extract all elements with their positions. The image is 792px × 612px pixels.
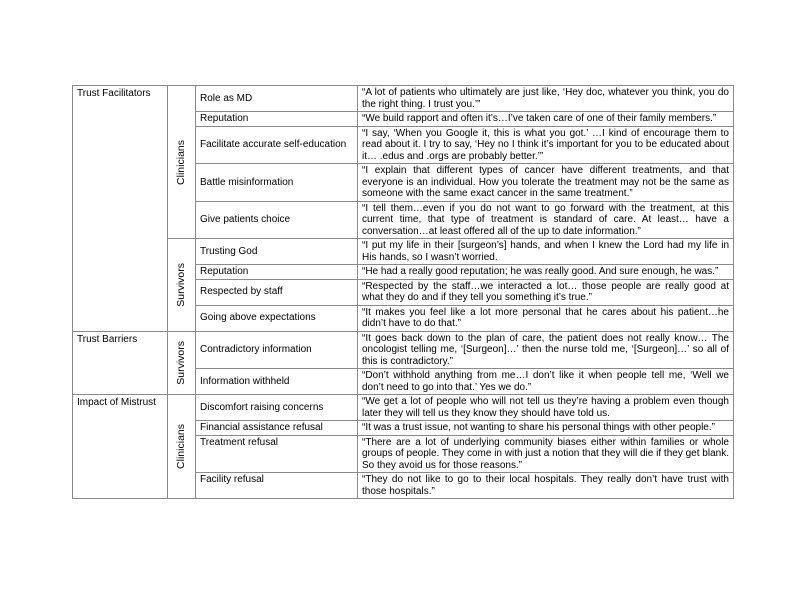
quote-cell: “I put my life in their [surgeon’s] hands, and when I knew the Lord had my life in His hands, so I wasn’t worried. [358, 239, 734, 265]
audience-label: Survivors [174, 340, 187, 385]
quote-cell: “I explain that different types of cancer have different treatments, and that everyone is an individual. How you tolerate the treatment may not be the same as someone with the same exact cancer in the same treatment.” [358, 164, 734, 202]
category-label: Impact of Mistrust [77, 397, 156, 408]
theme-cell: Treatment refusal [196, 435, 358, 473]
quote-cell: “There are a lot of underlying community biases either within families or whole groups of people. They come in with just a notion that they will die if they get blank. So they avoid us for those reasons.” [358, 435, 734, 473]
theme-cell: Facility refusal [196, 473, 358, 499]
table-row [73, 395, 734, 421]
theme-cell: Trusting God [196, 239, 358, 265]
audience-cell [168, 395, 196, 499]
theme-cell: Financial assistance refusal [196, 421, 358, 436]
theme-cell: Reputation [196, 112, 358, 127]
quote-cell: “It makes you feel like a lot more personal that he cares about his patient…he didn’t have to do that.” [358, 305, 734, 331]
theme-cell: Discomfort raising concerns [196, 395, 358, 421]
category-cell [73, 86, 168, 332]
quote-cell: “Respected by the staff…we interacted a lot… those people are really good at what they do and if they tell you something it’s true.” [358, 279, 734, 305]
theme-cell: Reputation [196, 265, 358, 280]
category-cell [73, 331, 168, 395]
category-label: Trust Barriers [77, 333, 138, 345]
theme-cell: Role as MD [196, 86, 358, 112]
theme-cell: Contradictory information [196, 331, 358, 369]
audience-label: Clinicians [174, 424, 187, 469]
quote-cell: “I tell them…even if you do not want to go forward with the treatment, at this current time, that type of treatment is standard of care. At least… have a conversation…at least offered all of the up to date information.” [358, 201, 734, 239]
category-label: Trust Facilitators [77, 88, 151, 99]
audience-label: Survivors [174, 262, 187, 307]
quote-cell: “We build rapport and often it’s…I’ve taken care of one of their family members.” [358, 112, 734, 127]
theme-cell: Information withheld [196, 369, 358, 395]
quote-cell: “A lot of patients who ultimately are just like, ‘Hey doc, whatever you think, you do the right thing. I trust you.’” [358, 86, 734, 112]
quote-cell: “It was a trust issue, not wanting to share his personal things with other people.” [358, 421, 734, 436]
audience-cell [168, 331, 196, 395]
audience-label: Clinicians [174, 139, 187, 185]
category-cell [73, 395, 168, 499]
themes-table [72, 85, 734, 499]
theme-cell: Facilitate accurate self-education [196, 126, 358, 164]
quote-cell: “Don’t withhold anything from me…I don’t like it when people tell me, ‘Well we don’t need to go into that.’ Yes we do.” [358, 369, 734, 395]
theme-cell: Respected by staff [196, 279, 358, 305]
quote-cell: “It goes back down to the plan of care, the patient does not really know… The oncologist telling me, ‘[Surgeon]…’ then the nurse told me, ‘[Surgeon]…’ so all of this is contradictory.” [358, 331, 734, 369]
theme-cell: Going above expectations [196, 305, 358, 331]
audience-cell [168, 239, 196, 332]
quote-cell: “We get a lot of people who will not tell us they’re having a problem even though later they will tell us they know they should have told us. [358, 395, 734, 421]
theme-cell: Give patients choice [196, 201, 358, 239]
theme-cell: Battle misinformation [196, 164, 358, 202]
quote-cell: “I say, ‘When you Google it, this is what you got.’ …I kind of encourage them to read about it. I try to say, ‘Hey no I think it’s important for you to be educated about it… .edus and .orgs are probably better.’” [358, 126, 734, 164]
audience-cell [168, 86, 196, 239]
quote-cell: “They do not like to go to their local hospitals. They really don’t have trust with those hospitals.” [358, 473, 734, 499]
table-row [73, 86, 734, 112]
table-row [73, 331, 734, 369]
table-row [73, 239, 734, 265]
quote-cell: “He had a really good reputation; he was really good. And sure enough, he was.” [358, 265, 734, 280]
